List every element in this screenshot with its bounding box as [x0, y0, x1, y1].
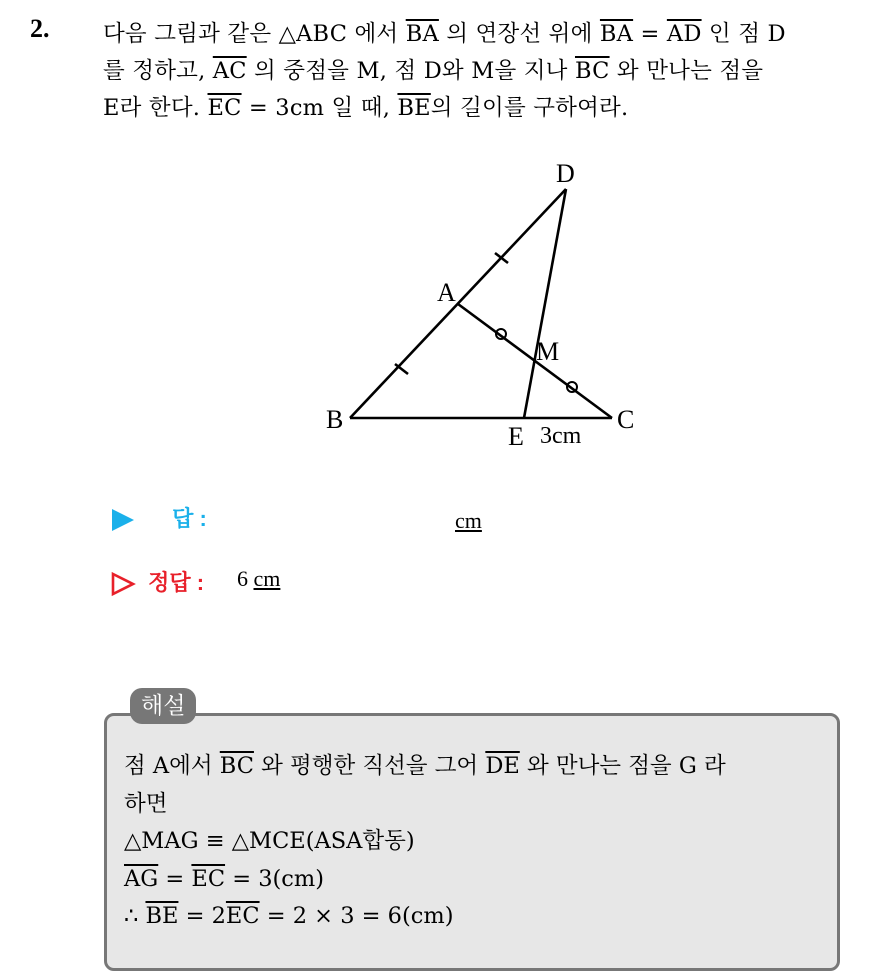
question-number: 2.	[30, 14, 50, 43]
text: = 3cm 일 때,	[241, 95, 398, 121]
segment-ba: $\overline{BA}$	[599, 21, 634, 47]
segment-ec: $\overline{EC}$	[225, 903, 260, 929]
problem-line-3	[103, 90, 868, 127]
text: 의 연장선 위에	[438, 21, 600, 47]
explanation-line-3: △MAG ≡ △MCE(ASA합동)	[124, 828, 415, 854]
segment-de-line	[524, 189, 566, 418]
text: = 3(cm)	[225, 865, 325, 892]
explanation-line-2: 하면	[124, 790, 168, 817]
value: 6	[237, 566, 248, 591]
text: 다음 그림과 같은 △ABC 에서	[103, 21, 406, 47]
problem-text	[103, 16, 868, 127]
segment-be: $\overline{BE}$	[145, 903, 179, 929]
label-b: B	[326, 405, 344, 434]
correct-label: 정답 :	[148, 570, 205, 595]
outline-triangle-icon	[110, 571, 136, 597]
label-c: C	[617, 405, 635, 434]
segment-ba: $\overline{BA}$	[405, 21, 439, 47]
segment-ec: $\overline{EC}$	[207, 95, 242, 121]
text: = 2	[178, 903, 226, 929]
explanation-line-4	[124, 861, 824, 899]
problem-line-1	[103, 16, 868, 53]
text: 와 만나는 점을	[609, 58, 764, 84]
text: =	[158, 865, 192, 892]
triangle-figure	[310, 150, 650, 460]
explanation-line-5	[124, 898, 824, 936]
text: 인 점 D	[701, 21, 786, 47]
label-m: M	[536, 337, 560, 366]
answer-unit: cm	[455, 508, 482, 533]
problem-line-2	[103, 53, 868, 90]
segment-bc: $\overline{BC}$	[574, 58, 610, 84]
segment-de: $\overline{DE}$	[485, 753, 520, 779]
text: 의 중점을 M, 점 D와 M을 지나	[246, 58, 575, 84]
segment-be: $\overline{BE}$	[397, 95, 431, 121]
label-d: D	[556, 159, 575, 188]
text: 를 정하고,	[103, 58, 213, 84]
text: =	[633, 21, 667, 47]
segment-ad: $\overline{AD}$	[666, 21, 702, 47]
text: E라 한다.	[103, 95, 208, 121]
correct-value	[237, 566, 280, 592]
text: ∴	[124, 903, 146, 929]
answer-label: 답 :	[172, 506, 207, 531]
explanation-line-1	[124, 748, 824, 786]
segment-bc: $\overline{BC}$	[219, 753, 254, 779]
label-e: E	[508, 422, 524, 451]
text: 와 만나는 점을 G 라	[519, 753, 726, 779]
play-triangle-icon	[110, 507, 136, 533]
explanation-text	[124, 748, 824, 936]
segment-bd-line	[350, 189, 566, 418]
segment-ag: $\overline{AG}$	[124, 865, 159, 892]
segment-ec: $\overline{EC}$	[191, 865, 226, 892]
correct-answer-row	[110, 566, 204, 597]
text: 점 A에서	[124, 753, 220, 779]
text: 와 평행한 직선을 그어	[253, 753, 486, 779]
length-label: 3cm	[540, 423, 582, 449]
answer-row	[110, 502, 207, 533]
text: 의 길이를 구하여라.	[430, 95, 629, 121]
explanation-tag: 해설	[130, 688, 196, 724]
unit: cm	[253, 566, 281, 591]
label-a: A	[437, 278, 456, 307]
segment-ac: $\overline{AC}$	[212, 58, 247, 84]
text: = 2 × 3 = 6(cm)	[259, 903, 454, 929]
